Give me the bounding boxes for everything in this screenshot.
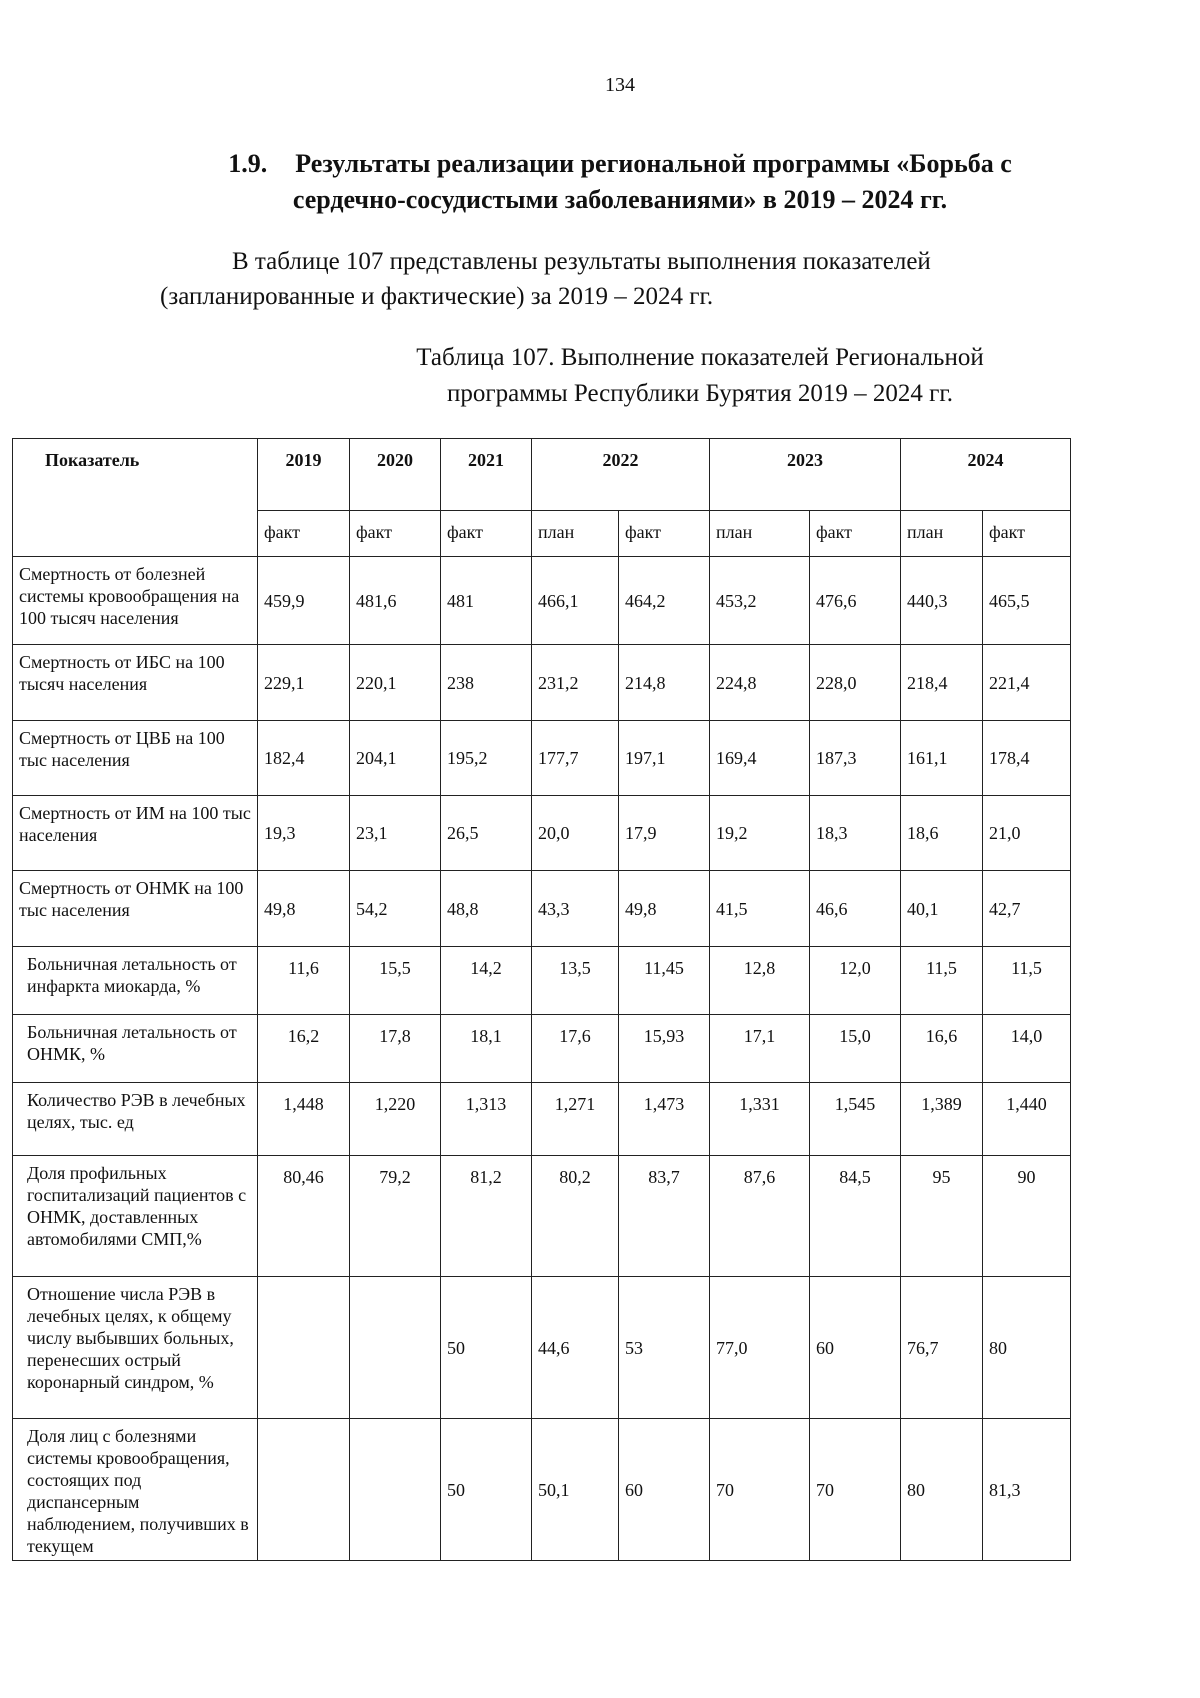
indicator-name: Больничная летальность от ОНМК, % bbox=[13, 1015, 258, 1083]
value-cell: 90 bbox=[983, 1156, 1071, 1277]
intro-paragraph bbox=[160, 244, 1060, 314]
year-header: 2021 bbox=[441, 439, 532, 511]
value-cell: 459,9 bbox=[258, 557, 350, 645]
value-cell: 19,2 bbox=[710, 796, 810, 871]
value-cell: 187,3 bbox=[810, 721, 901, 796]
value-cell: 15,5 bbox=[350, 947, 441, 1015]
table-row bbox=[13, 871, 1071, 947]
indicator-header: Показатель bbox=[13, 439, 258, 557]
value-cell: 182,4 bbox=[258, 721, 350, 796]
value-cell: 50,1 bbox=[532, 1419, 619, 1561]
value-cell: 81,2 bbox=[441, 1156, 532, 1277]
value-cell: 83,7 bbox=[619, 1156, 710, 1277]
indicator-name: Смертность от ИБС на 100 тысяч населения bbox=[13, 645, 258, 721]
table-row bbox=[13, 557, 1071, 645]
value-cell: 23,1 bbox=[350, 796, 441, 871]
value-cell: 80 bbox=[983, 1277, 1071, 1419]
value-cell: 16,6 bbox=[901, 1015, 983, 1083]
table-row bbox=[13, 1015, 1071, 1083]
value-cell: 40,1 bbox=[901, 871, 983, 947]
value-cell: 14,2 bbox=[441, 947, 532, 1015]
year-header: 2019 bbox=[258, 439, 350, 511]
value-cell: 81,3 bbox=[983, 1419, 1071, 1561]
heading-line-2: сердечно-сосудистыми заболеваниями» в 2019 – 2024 гг. bbox=[292, 185, 948, 214]
heading-text-1: Результаты реализации региональной программы «Борьба с bbox=[295, 149, 1012, 178]
value-cell: 18,1 bbox=[441, 1015, 532, 1083]
indicator-name: Доля лиц с болезнями системы кровообращения, состоящих под диспансерным наблюдением, получивших в текущем bbox=[13, 1419, 258, 1561]
value-cell: 238 bbox=[441, 645, 532, 721]
table-row bbox=[13, 947, 1071, 1015]
value-cell: 481 bbox=[441, 557, 532, 645]
value-cell: 43,3 bbox=[532, 871, 619, 947]
value-cell: 49,8 bbox=[258, 871, 350, 947]
value-cell: 53 bbox=[619, 1277, 710, 1419]
value-cell: 18,3 bbox=[810, 796, 901, 871]
indicator-name: Смертность от ИМ на 100 тыс населения bbox=[13, 796, 258, 871]
value-cell: 1,313 bbox=[441, 1083, 532, 1156]
value-cell: 12,8 bbox=[710, 947, 810, 1015]
value-cell bbox=[350, 1277, 441, 1419]
indicator-name: Доля профильных госпитализаций пациентов с ОНМК, доставленных автомобилями СМП,% bbox=[13, 1156, 258, 1277]
heading-line-1 bbox=[150, 146, 1090, 182]
value-cell: 161,1 bbox=[901, 721, 983, 796]
year-header-row bbox=[13, 439, 1071, 511]
value-cell: 466,1 bbox=[532, 557, 619, 645]
value-cell: 48,8 bbox=[441, 871, 532, 947]
indicator-name: Смертность от ЦВБ на 100 тыс населения bbox=[13, 721, 258, 796]
value-cell: 60 bbox=[619, 1419, 710, 1561]
value-cell: 20,0 bbox=[532, 796, 619, 871]
value-cell: 1,271 bbox=[532, 1083, 619, 1156]
year-header: 2020 bbox=[350, 439, 441, 511]
value-cell: 1,389 bbox=[901, 1083, 983, 1156]
table-row bbox=[13, 1083, 1071, 1156]
subheader-cell: факт bbox=[258, 511, 350, 557]
value-cell: 224,8 bbox=[710, 645, 810, 721]
value-cell: 218,4 bbox=[901, 645, 983, 721]
value-cell: 79,2 bbox=[350, 1156, 441, 1277]
value-cell: 178,4 bbox=[983, 721, 1071, 796]
value-cell: 70 bbox=[710, 1419, 810, 1561]
table-row bbox=[13, 796, 1071, 871]
intro-line-2: (запланированные и фактические) за 2019 – 2024 гг. bbox=[160, 283, 714, 310]
value-cell: 440,3 bbox=[901, 557, 983, 645]
subheader-cell: факт bbox=[619, 511, 710, 557]
value-cell: 49,8 bbox=[619, 871, 710, 947]
value-cell: 228,0 bbox=[810, 645, 901, 721]
value-cell: 214,8 bbox=[619, 645, 710, 721]
value-cell: 1,473 bbox=[619, 1083, 710, 1156]
caption-line-1: Таблица 107. Выполнение показателей Региональной bbox=[416, 344, 984, 371]
value-cell: 221,4 bbox=[983, 645, 1071, 721]
value-cell: 11,45 bbox=[619, 947, 710, 1015]
value-cell: 229,1 bbox=[258, 645, 350, 721]
value-cell: 50 bbox=[441, 1419, 532, 1561]
value-cell: 464,2 bbox=[619, 557, 710, 645]
value-cell: 54,2 bbox=[350, 871, 441, 947]
subheader-cell: план bbox=[532, 511, 619, 557]
intro-line-1: В таблице 107 представлены результаты выполнения показателей bbox=[232, 248, 931, 275]
value-cell: 44,6 bbox=[532, 1277, 619, 1419]
value-cell: 15,93 bbox=[619, 1015, 710, 1083]
table-row bbox=[13, 645, 1071, 721]
subheader-cell: факт bbox=[810, 511, 901, 557]
value-cell: 26,5 bbox=[441, 796, 532, 871]
value-cell: 231,2 bbox=[532, 645, 619, 721]
value-cell: 204,1 bbox=[350, 721, 441, 796]
indicators-table bbox=[12, 438, 1071, 1561]
value-cell: 16,2 bbox=[258, 1015, 350, 1083]
value-cell: 42,7 bbox=[983, 871, 1071, 947]
value-cell: 13,5 bbox=[532, 947, 619, 1015]
subheader-cell: факт bbox=[350, 511, 441, 557]
value-cell: 18,6 bbox=[901, 796, 983, 871]
value-cell: 1,220 bbox=[350, 1083, 441, 1156]
indicator-name: Больничная летальность от инфаркта миокарда, % bbox=[13, 947, 258, 1015]
value-cell: 87,6 bbox=[710, 1156, 810, 1277]
indicator-name: Смертность от ОНМК на 100 тыс населения bbox=[13, 871, 258, 947]
subheader-cell: план bbox=[710, 511, 810, 557]
value-cell: 195,2 bbox=[441, 721, 532, 796]
indicator-name: Смертность от болезней системы кровообращения на 100 тысяч населения bbox=[13, 557, 258, 645]
value-cell: 50 bbox=[441, 1277, 532, 1419]
table-row bbox=[13, 721, 1071, 796]
subheader-cell: план bbox=[901, 511, 983, 557]
year-header: 2022 bbox=[532, 439, 710, 511]
value-cell: 17,6 bbox=[532, 1015, 619, 1083]
value-cell: 11,6 bbox=[258, 947, 350, 1015]
value-cell: 70 bbox=[810, 1419, 901, 1561]
value-cell: 197,1 bbox=[619, 721, 710, 796]
value-cell: 11,5 bbox=[901, 947, 983, 1015]
value-cell: 476,6 bbox=[810, 557, 901, 645]
value-cell: 41,5 bbox=[710, 871, 810, 947]
value-cell: 95 bbox=[901, 1156, 983, 1277]
section-heading bbox=[150, 146, 1090, 218]
table-row bbox=[13, 1419, 1071, 1561]
value-cell: 80,2 bbox=[532, 1156, 619, 1277]
value-cell bbox=[258, 1419, 350, 1561]
value-cell: 80 bbox=[901, 1419, 983, 1561]
value-cell: 481,6 bbox=[350, 557, 441, 645]
value-cell bbox=[350, 1419, 441, 1561]
value-cell: 46,6 bbox=[810, 871, 901, 947]
value-cell: 19,3 bbox=[258, 796, 350, 871]
table-row bbox=[13, 1156, 1071, 1277]
table-caption bbox=[360, 340, 1040, 412]
value-cell: 84,5 bbox=[810, 1156, 901, 1277]
value-cell: 17,8 bbox=[350, 1015, 441, 1083]
value-cell: 1,448 bbox=[258, 1083, 350, 1156]
section-number: 1.9. bbox=[228, 149, 268, 178]
value-cell: 11,5 bbox=[983, 947, 1071, 1015]
value-cell: 77,0 bbox=[710, 1277, 810, 1419]
caption-line-2: программы Республики Бурятия 2019 – 2024 гг. bbox=[446, 380, 954, 407]
value-cell: 17,1 bbox=[710, 1015, 810, 1083]
subheader-cell: факт bbox=[983, 511, 1071, 557]
value-cell: 21,0 bbox=[983, 796, 1071, 871]
value-cell: 169,4 bbox=[710, 721, 810, 796]
value-cell: 17,9 bbox=[619, 796, 710, 871]
value-cell bbox=[258, 1277, 350, 1419]
value-cell: 1,440 bbox=[983, 1083, 1071, 1156]
page-number: 134 bbox=[605, 74, 635, 96]
value-cell: 1,545 bbox=[810, 1083, 901, 1156]
value-cell: 1,331 bbox=[710, 1083, 810, 1156]
value-cell: 220,1 bbox=[350, 645, 441, 721]
year-header: 2024 bbox=[901, 439, 1071, 511]
indicator-name: Отношение числа РЭВ в лечебных целях, к общему числу выбывших больных, перенесших острый коронарный синдром, % bbox=[13, 1277, 258, 1419]
value-cell: 15,0 bbox=[810, 1015, 901, 1083]
table-row bbox=[13, 1277, 1071, 1419]
value-cell: 60 bbox=[810, 1277, 901, 1419]
value-cell: 12,0 bbox=[810, 947, 901, 1015]
value-cell: 80,46 bbox=[258, 1156, 350, 1277]
value-cell: 14,0 bbox=[983, 1015, 1071, 1083]
value-cell: 465,5 bbox=[983, 557, 1071, 645]
indicator-name: Количество РЭВ в лечебных целях, тыс. ед bbox=[13, 1083, 258, 1156]
value-cell: 177,7 bbox=[532, 721, 619, 796]
value-cell: 453,2 bbox=[710, 557, 810, 645]
year-header: 2023 bbox=[710, 439, 901, 511]
subheader-cell: факт bbox=[441, 511, 532, 557]
value-cell: 76,7 bbox=[901, 1277, 983, 1419]
